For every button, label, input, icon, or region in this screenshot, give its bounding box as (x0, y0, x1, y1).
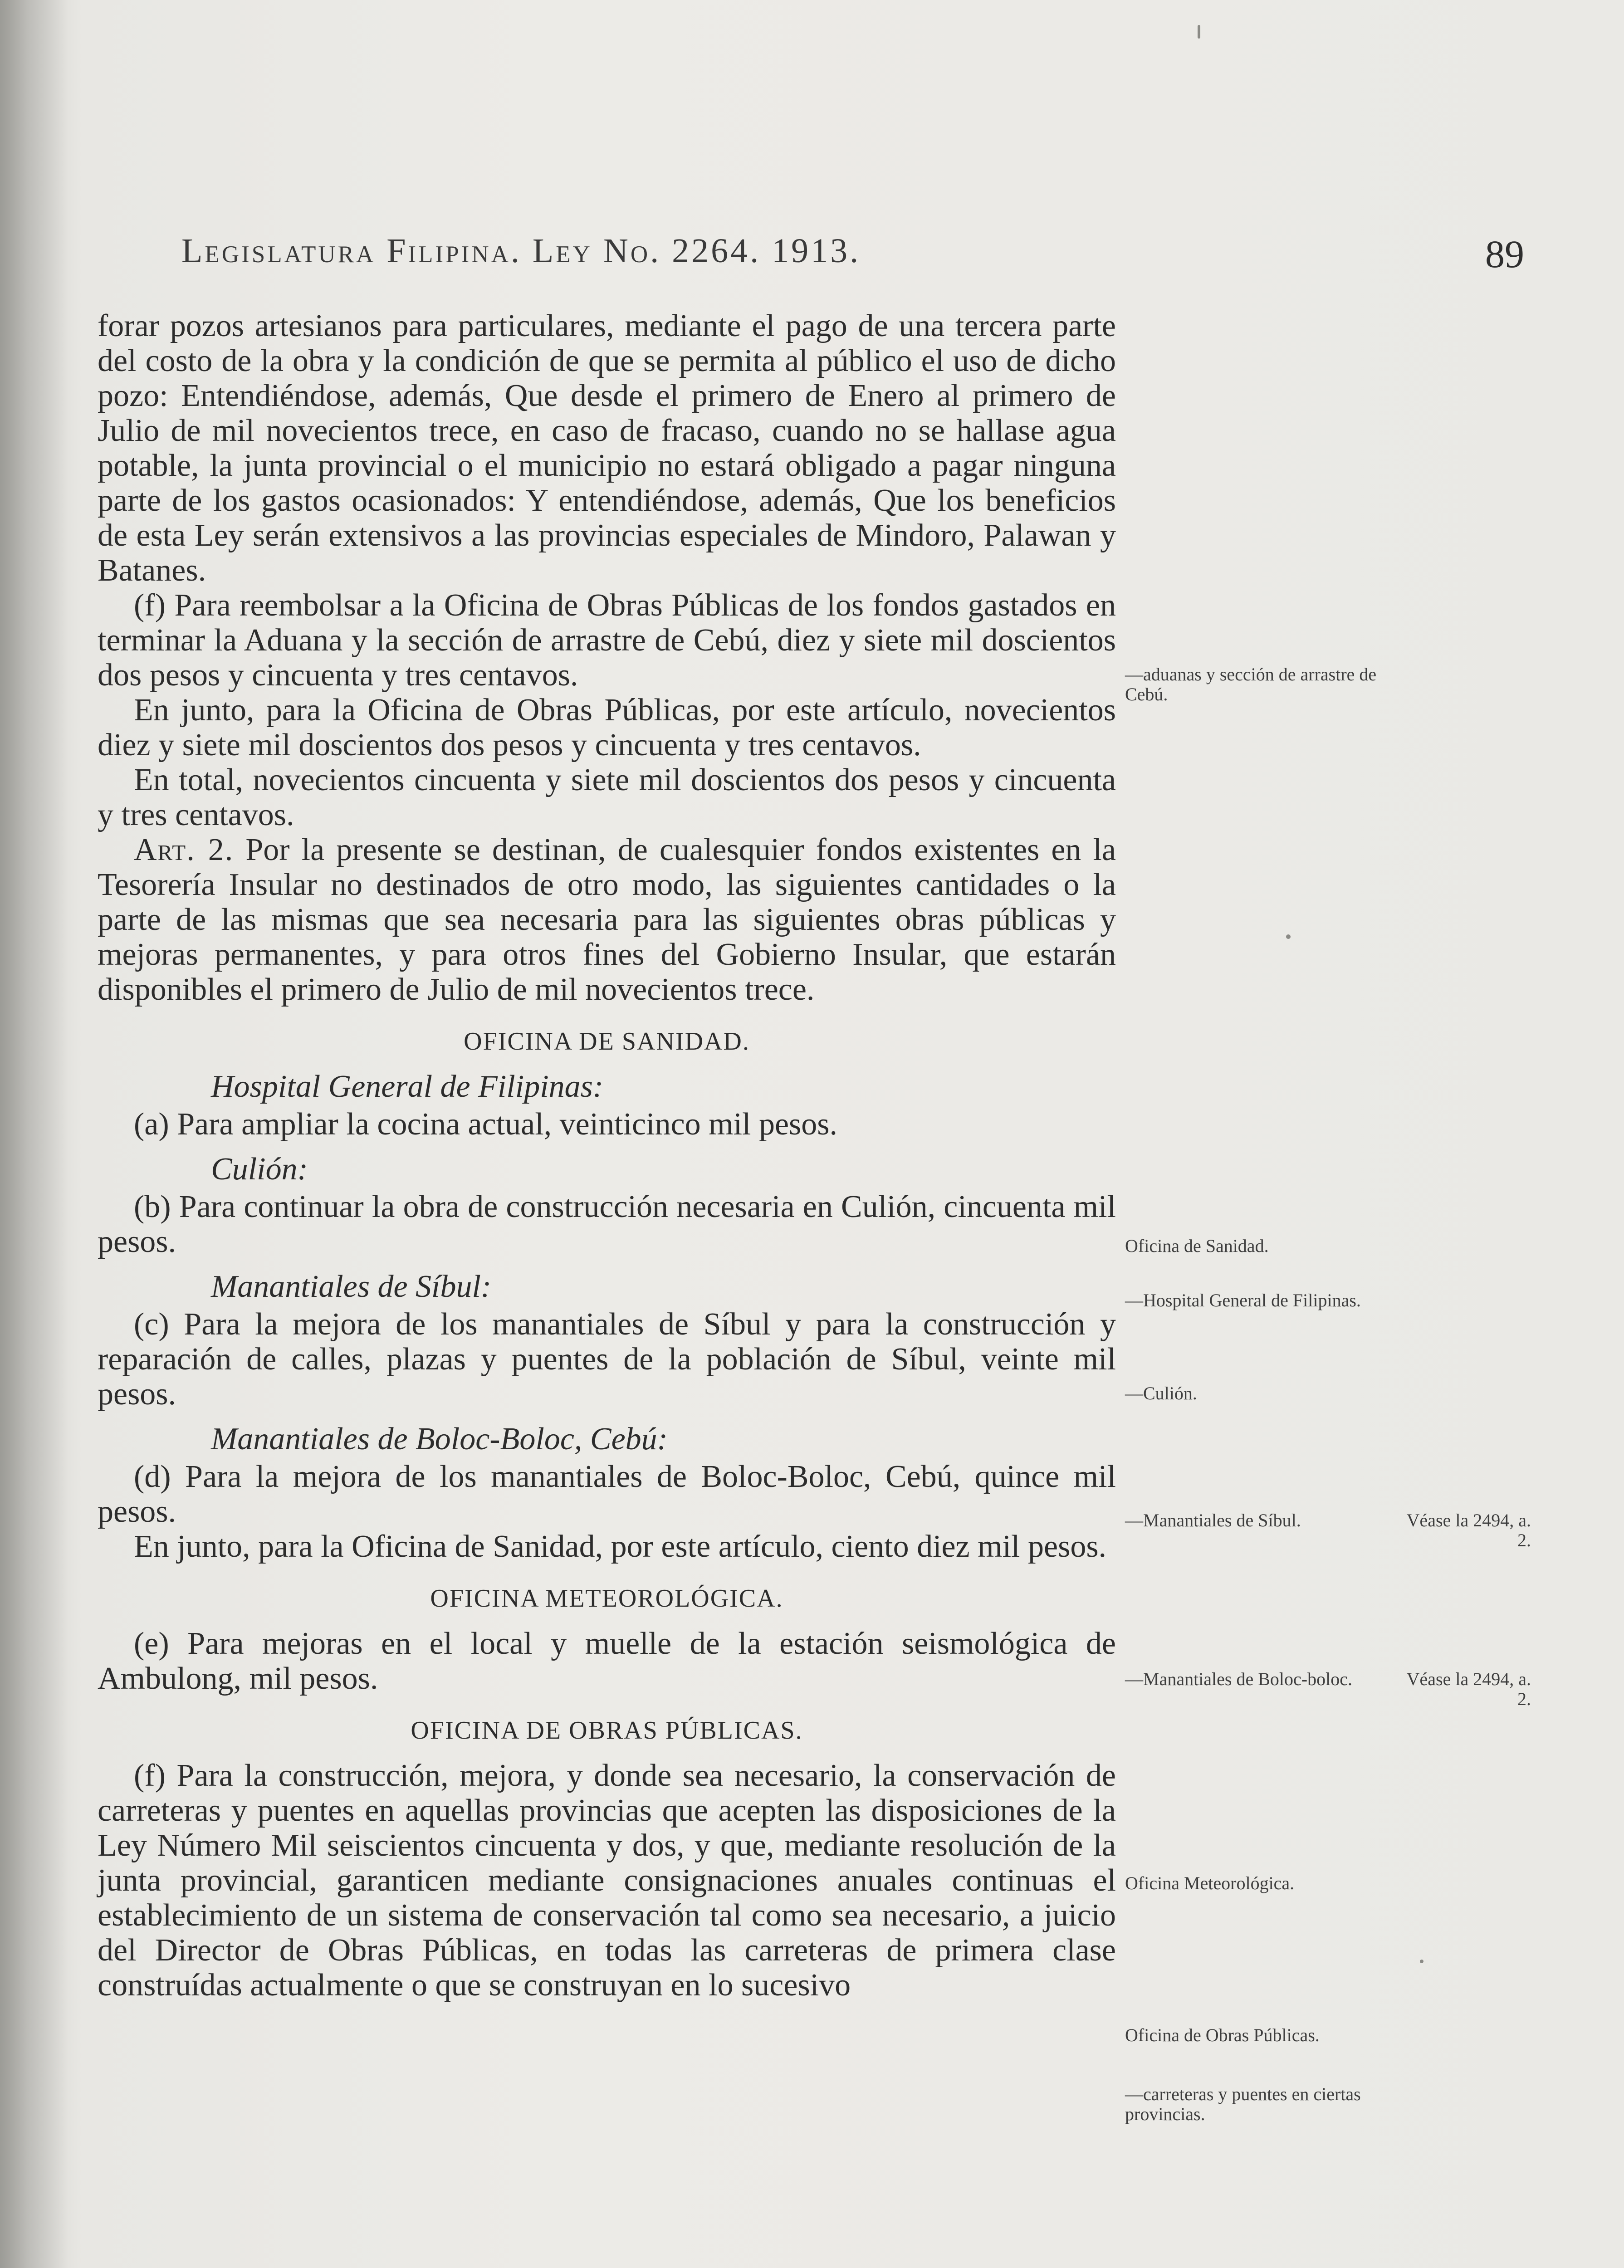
sidenote-culion: —Culión. (1125, 1383, 1197, 1403)
section-heading-meteorologica: OFICINA METEOROLÓGICA. (430, 1584, 783, 1613)
sidenote-carreteras: —carreteras y puentes en ciertas provincias. (1125, 2084, 1361, 2124)
sidenote-meteorologica: Oficina Meteorológica. (1125, 1873, 1295, 1893)
paper-speck (1198, 25, 1200, 39)
paragraph-item-a: (a) Para ampliar la cocina actual, veinticinco mil pesos. (134, 1107, 838, 1142)
section-heading-sanidad: OFICINA DE SANIDAD. (464, 1027, 750, 1056)
paragraph-item-e: (e) Para mejoras en el local y muelle de la estación seismológica de Ambulong, mil pesos. (98, 1626, 1116, 1696)
paragraph-subtotal-sanidad: En junto, para la Oficina de Sanidad, por este artículo, ciento diez mil pesos. (134, 1529, 1107, 1564)
paragraph-article-2 (98, 832, 1116, 1007)
sidenote-boloc: —Manantiales de Boloc-boloc. (1125, 1669, 1352, 1689)
subheading-boloc: Manantiales de Boloc-Boloc, Cebú: (211, 1422, 668, 1457)
subheading-sibul: Manantiales de Síbul: (211, 1269, 492, 1304)
sidenote-hospital: —Hospital General de Filipinas. (1125, 1290, 1361, 1310)
running-head: Legislatura Filipina. Ley No. 2264. 1913. (181, 232, 861, 270)
article-label: Art. 2. (134, 832, 234, 867)
binding-shadow (0, 0, 68, 2268)
paragraph-item-c: (c) Para la mejora de los manantiales de Síbul y para la construcción y reparación de calles, plazas y puentes de la población de Síbul, veinte mil pesos. (98, 1307, 1116, 1412)
paragraph-continuation: forar pozos artesianos para particulares, mediante el pago de una tercera parte del costo de la obra y la condición de que se permita al público el uso de dicho pozo: Entendiéndose, además, Que desde el primero de Enero al primero de Julio de mil novecientos trece, en caso de fracaso, cuando no se hallase agua potable, la junta provincial o el municipio no estará obligado a pagar ninguna parte de los gastos ocasionados: Y entendiéndose, además, Que los beneficios de esta Ley serán extensivos a las provincias especiales de Mindoro, Palawan y Batanes. (98, 308, 1116, 588)
subheading-hospital: Hospital General de Filipinas: (211, 1069, 604, 1104)
paragraph-total: En total, novecientos cincuenta y siete mil doscientos dos pesos y cincuenta y tres centavos. (98, 763, 1116, 832)
subheading-culion: Culión: (211, 1152, 308, 1187)
page-number: 89 (1485, 232, 1524, 276)
paper-speck (1286, 934, 1291, 939)
paragraph-item-f-reembolso: (f) Para reembolsar a la Oficina de Obras Públicas de los fondos gastados en terminar la Aduana y la sección de arrastre de Cebú, diez y siete mil doscientos dos pesos y cincuenta y tres centavos. (98, 588, 1116, 693)
page-header (181, 231, 1524, 286)
paper-speck (1420, 1960, 1423, 1963)
sidenote-sibul: —Manantiales de Síbul. (1125, 1510, 1301, 1530)
paragraph-item-d: (d) Para la mejora de los manantiales de Boloc-Boloc, Cebú, quince mil pesos. (98, 1459, 1116, 1529)
sidenote-boloc-reference: Véase la 2494, a. 2. (1406, 1669, 1531, 1709)
body-text (98, 308, 1116, 2003)
article-2-text: Por la presente se destinan, de cualesquier fondos existentes en la Tesorería Insular no destinados de otro modo, las siguientes cantidades o la parte de las mismas que sea necesaria para las siguientes obras públicas y mejoras permanentes, y para otros fines del Gobierno Insular, que estarán disponibles el primero de Julio de mil novecientos trece. (98, 832, 1116, 1007)
paragraph-item-b: (b) Para continuar la obra de construcción necesaria en Culión, cincuenta mil pesos. (98, 1189, 1116, 1259)
sidenote-sibul-reference: Véase la 2494, a. 2. (1406, 1510, 1531, 1550)
sidenote-sanidad: Oficina de Sanidad. (1125, 1236, 1269, 1256)
section-heading-obras-publicas: OFICINA DE OBRAS PÚBLICAS. (411, 1716, 803, 1745)
sidenote-obras: Oficina de Obras Públicas. (1125, 2025, 1320, 2045)
paragraph-item-f-carreteras: (f) Para la construcción, mejora, y donde sea necesario, la conservación de carreteras y puentes en aquellas provincias que acepten las disposiciones de la Ley Número Mil seiscientos cincuenta y dos, y que, mediante resolución de la junta provincial, garanticen mediante consignaciones anuales continuas el establecimiento de un sistema de conservación tal como sea necesario, a juicio del Director de Obras Públicas, en todas las carreteras de primera clase construídas actualmente o que se construyan en lo sucesivo (98, 1758, 1116, 2003)
sidenote-aduanas: —aduanas y sección de arrastre de Cebú. (1125, 664, 1377, 704)
paragraph-subtotal-obras: En junto, para la Oficina de Obras Públicas, por este artículo, novecientos diez y siete mil doscientos dos pesos y cincuenta y tres centavos. (98, 693, 1116, 763)
